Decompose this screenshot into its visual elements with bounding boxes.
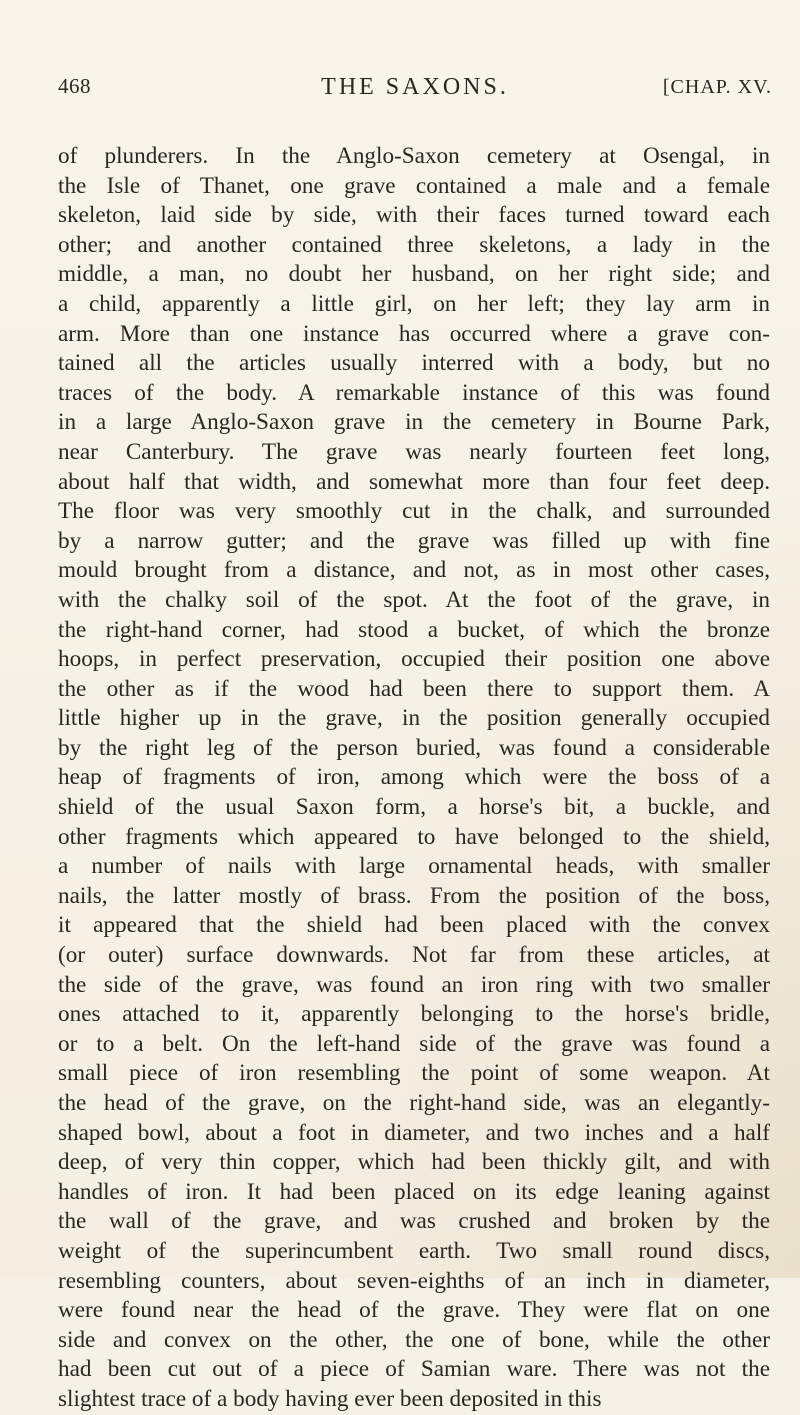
- text-line: shield of the usual Saxon form, a horse's bit, a buckle, and: [58, 794, 770, 821]
- text-line: had been cut out of a piece of Samian ware. There was not the: [58, 1356, 770, 1383]
- text-line: a child, apparently a little girl, on her left; they lay arm in: [58, 290, 770, 317]
- text-line: skeleton, laid side by side, with their faces turned toward each: [58, 202, 770, 229]
- text-line: the Isle of Thanet, one grave contained a male and a female: [58, 172, 770, 199]
- text-line: the right-hand corner, had stood a bucket, of which the bronze: [58, 616, 770, 643]
- text-line: side and convex on the other, the one of bone, while the other: [58, 1326, 770, 1353]
- page-number: 468: [58, 74, 91, 98]
- text-line: near Canterbury. The grave was nearly fourteen feet long,: [58, 438, 770, 465]
- text-line: hoops, in perfect preservation, occupied their position one above: [58, 646, 770, 673]
- text-line: weight of the superincumbent earth. Two small round discs,: [58, 1237, 770, 1264]
- text-line: small piece of iron resembling the point of some weapon. At: [58, 1060, 770, 1087]
- text-line: deep, of very thin copper, which had been thickly gilt, and with: [58, 1149, 770, 1176]
- text-line: in a large Anglo-Saxon grave in the cemetery in Bourne Park,: [58, 409, 770, 436]
- text-line: traces of the body. A remarkable instance of this was found: [58, 379, 770, 406]
- text-line: tained all the articles usually interred with a body, but no: [58, 350, 770, 377]
- text-line: ones attached to it, apparently belonging to the horse's bridle,: [58, 1001, 770, 1028]
- text-line: with the chalky soil of the spot. At the foot of the grave, in: [58, 586, 770, 613]
- running-head: [58, 74, 772, 104]
- text-line: a number of nails with large ornamental heads, with smaller: [58, 853, 770, 880]
- text-line: little higher up in the grave, in the position generally occupied: [58, 705, 770, 732]
- text-line: shaped bowl, about a foot in diameter, and two inches and a half: [58, 1119, 770, 1146]
- text-line: the side of the grave, was found an iron ring with two smaller: [58, 971, 770, 998]
- text-line: were found near the head of the grave. They were flat on one: [58, 1297, 770, 1324]
- text-line: resembling counters, about seven-eighths of an inch in diameter,: [58, 1267, 770, 1294]
- running-title: THE SAXONS.: [321, 74, 509, 100]
- text-line: it appeared that the shield had been placed with the convex: [58, 912, 770, 939]
- text-line: nails, the latter mostly of brass. From the position of the boss,: [58, 882, 770, 909]
- text-line: (or outer) surface downwards. Not far from these articles, at: [58, 942, 770, 969]
- text-line: arm. More than one instance has occurred where a grave con-: [58, 320, 770, 347]
- body-text: [58, 142, 770, 1415]
- text-line: the other as if the wood had been there to support them. A: [58, 675, 770, 702]
- text-line: other fragments which appeared to have belonged to the shield,: [58, 823, 770, 850]
- text-line: The floor was very smoothly cut in the chalk, and surrounded: [58, 498, 770, 525]
- text-line: middle, a man, no doubt her husband, on her right side; and: [58, 261, 770, 288]
- text-line: about half that width, and somewhat more than four feet deep.: [58, 468, 770, 495]
- text-line: by the right leg of the person buried, was found a considerable: [58, 734, 770, 761]
- text-line: of plunderers. In the Anglo-Saxon cemetery at Osengal, in: [58, 143, 770, 169]
- text-line: or to a belt. On the left-hand side of the grave was found a: [58, 1030, 770, 1057]
- text-line: mould brought from a distance, and not, as in most other cases,: [58, 557, 770, 584]
- text-line: by a narrow gutter; and the grave was filled up with fine: [58, 527, 770, 554]
- text-line: the head of the grave, on the right-hand side, was an elegantly-: [58, 1090, 770, 1116]
- chapter-mark: [CHAP. XV.: [662, 76, 772, 98]
- text-line: slightest trace of a body having ever been deposited in this: [58, 1385, 602, 1412]
- text-line: other; and another contained three skeletons, a lady in the: [58, 231, 770, 258]
- text-line: handles of iron. It had been placed on its edge leaning against: [58, 1178, 770, 1205]
- text-line: heap of fragments of iron, among which were the boss of a: [58, 764, 770, 791]
- text-line: the wall of the grave, and was crushed and broken by the: [58, 1208, 770, 1235]
